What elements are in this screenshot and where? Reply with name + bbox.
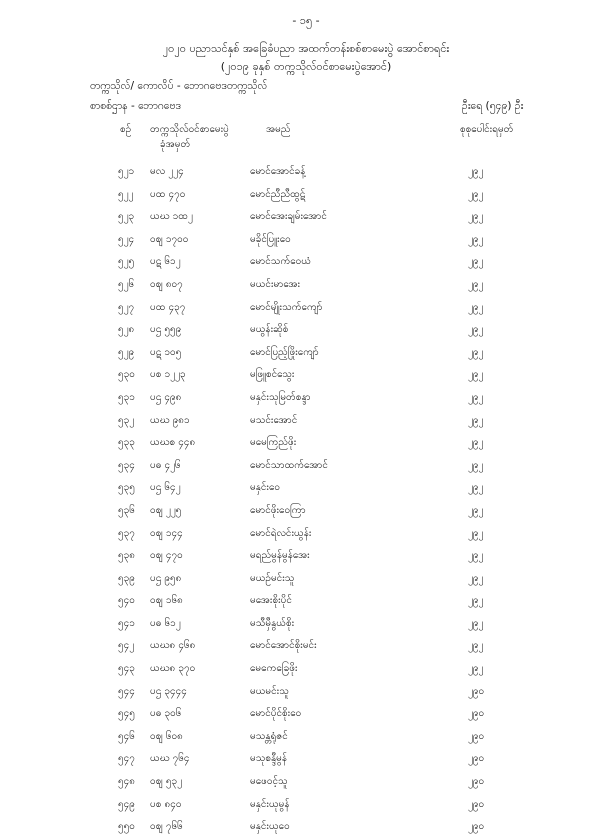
row-number: ၅၃၂ (118, 414, 135, 426)
row-score: ၂၉၂ (468, 527, 484, 539)
row-number: ၅၃၀ (118, 369, 135, 381)
row-score: ၂၉၂ (468, 256, 484, 268)
row-number: ၅၂၃ (118, 211, 135, 223)
table-row (0, 815, 612, 838)
row-roll-number: ဝဈ ၁၇၀၀ (150, 233, 189, 245)
row-name: မရည်မွန်မွန်အေး (250, 550, 310, 562)
row-roll-number: ဝဈ ၁၄၄ (150, 527, 183, 539)
row-name: မယဉ်မင်းသူ (250, 572, 295, 584)
row-number: ၅၂၁ (118, 166, 135, 177)
table-row (0, 296, 612, 319)
row-name: မယင်းမာအေး (250, 278, 301, 290)
row-name: မောင်ရဲလင်းယွန်း (250, 527, 312, 539)
row-roll-number: ဝဈ ၁၆၈ (150, 595, 183, 607)
row-name: မောင်ဖိုးဝေကြာ (250, 504, 306, 516)
row-roll-number: ဝဈ ၅၃၂ (150, 776, 182, 788)
row-roll-number: ဝဈ ၆၀၈ (150, 730, 183, 742)
row-roll-number: ပစ ၈၄၀ (150, 798, 182, 810)
row-name: မောင်မျိုးသက်ကျော် (250, 301, 323, 313)
table-row (0, 589, 612, 612)
row-number: ၅၄၂ (118, 640, 135, 652)
row-score: ၂၉၂ (468, 550, 484, 562)
row-score: ၂၉၂ (468, 595, 484, 607)
table-row (0, 747, 612, 770)
row-number: ၅၅၀ (118, 821, 135, 833)
row-name: မေကေခြေဖိုး (250, 663, 298, 675)
row-score: ၂၉၀ (468, 685, 485, 697)
row-roll-number: ယဃ၈ ၃၇၀ (150, 663, 196, 675)
row-name: မခိုင်ပြူးဝေ (250, 233, 291, 245)
row-roll-number: ပဌ ၄၉၈ (150, 391, 182, 403)
document-subtitle: (၂၀၁၉ ခုနှစ် တက္ကသိုလ်ဝင်စာမေးပွဲအောင်) (220, 60, 392, 73)
row-score: ၂၉၀ (468, 776, 485, 788)
row-roll-number: ဝဈ ၄၇၀ (150, 550, 183, 562)
table-row (0, 634, 612, 657)
table-row (0, 431, 612, 454)
row-score: ၂၉၂ (468, 301, 484, 313)
row-roll-number: ပစ ၁၂၂၃ (150, 369, 186, 381)
header-name: အမည် (266, 124, 291, 135)
row-score: ၂၉၂ (468, 459, 484, 471)
row-roll-number: ပဓ ၄၂၆ (150, 459, 181, 471)
row-score: ၂၉၂ (468, 617, 484, 629)
table-row (0, 183, 612, 206)
table-row (0, 273, 612, 296)
row-roll-number: ပဓ ၆၁၂ (150, 617, 181, 629)
table-row (0, 318, 612, 341)
row-score: ၂၉၀ (468, 708, 485, 720)
table-row (0, 522, 612, 545)
row-number: ၅၃၃ (118, 437, 135, 449)
row-number: ၅၄၀ (118, 595, 135, 607)
table-row (0, 702, 612, 725)
table-row (0, 386, 612, 409)
row-number: ၅၂၄ (118, 233, 135, 245)
row-name: မသီမှီနွယ်စိုး (250, 617, 295, 629)
row-score: ၂၉၂ (468, 188, 484, 200)
row-roll-number: ဝဈ ၂၂၅ (150, 504, 182, 516)
table-row (0, 205, 612, 228)
row-number: ၅၂၇ (118, 301, 135, 313)
total-count-label: ဦးရေ (၅၄၉) ဦး (462, 100, 524, 112)
row-roll-number: ယဃ ၁ထ၂ (150, 211, 193, 223)
row-number: ၅၂၂ (118, 188, 134, 200)
table-row (0, 409, 612, 432)
table-row (0, 544, 612, 567)
table-row (0, 770, 612, 793)
row-number: ၅၃၆ (118, 504, 135, 516)
row-name: မနှင်းယုဝေ (250, 821, 290, 833)
row-name: မယွန်းဆိုစ် (250, 324, 289, 336)
row-roll-number: ဝဈ ၇၆၆ (150, 821, 183, 833)
row-number: ၅၄၇ (118, 753, 135, 765)
row-number: ၅၄၉ (118, 798, 135, 810)
row-number: ၅၄၄ (118, 685, 135, 697)
row-number: ၅၄၅ (118, 708, 135, 720)
row-name: မောင်သာထက်အောင် (250, 459, 328, 471)
row-score: ၂၉၂ (468, 211, 484, 223)
page-number: - ၁၅ - (292, 14, 320, 27)
row-number: ၅၂၈ (118, 324, 135, 336)
table-row (0, 476, 612, 499)
row-score: ၂၉၂ (468, 233, 484, 245)
row-name: မောင်အောင်ခန့် (250, 166, 306, 177)
row-name: မယမင်းသူ (250, 685, 289, 697)
table-row (0, 793, 612, 816)
row-name: မောင်အောင်စိုးမင်း (250, 640, 317, 652)
row-number: ၅၃၅ (118, 482, 135, 494)
table-row (0, 680, 612, 703)
row-number: ၅၃၄ (118, 459, 135, 471)
row-roll-number: ပထ ၄၃၇ (150, 301, 186, 313)
row-name: မဖြူစင်သွေး (250, 369, 295, 381)
row-number: ၅၂၅ (118, 256, 135, 268)
row-number: ၅၄၈ (118, 776, 135, 788)
row-roll-number: ယဃစ ၄၄၈ (150, 437, 196, 449)
row-roll-number: မလ ၂၂၄ (150, 166, 184, 177)
row-roll-number: ပဋ ၁၀၅ (150, 346, 182, 358)
row-score: ၂၉၂ (468, 278, 484, 290)
row-roll-number: ပဌ ၃၄၄၄ (150, 685, 187, 697)
row-number: ၅၃၈ (118, 550, 135, 562)
row-name: မောင်ပိုင်စိုးဝေ (250, 708, 302, 720)
row-name: မနှင်းယုမွန် (250, 798, 290, 810)
row-number: ၅၄၆ (118, 730, 135, 742)
row-name: မအေးစိုးပိုင် (250, 595, 292, 607)
row-name: မောင်ပြည့်ဖြိုးကျော် (250, 346, 319, 358)
header-roll-number: တက္ကသိုလ်ဝင်စာမေးပွဲ (150, 124, 229, 135)
row-roll-number: ယဃ ၇၆၄ (150, 753, 190, 765)
row-score: ၂၉၂ (468, 324, 484, 336)
row-name: မဖေဝင့်သူ (250, 776, 288, 788)
row-name: မနှင်းဝေ (250, 482, 281, 494)
table-row (0, 567, 612, 590)
header-total-score: စုစုပေါင်းရမှတ် (460, 124, 514, 135)
row-name: မောင်သက်ဝေယံ (250, 256, 312, 268)
row-score: ၂၉၀ (468, 753, 485, 765)
row-number: ၅၄၁ (118, 617, 135, 629)
row-number: ၅၂၉ (118, 346, 135, 358)
row-name: မောင်အေးချမ်းအောင် (250, 211, 327, 223)
row-name: မသုစန္ဒီမွန် (250, 753, 288, 765)
table-row (0, 160, 612, 183)
row-score: ၂၉၂ (468, 369, 484, 381)
row-number: ၅၃၁ (118, 391, 135, 403)
row-score: ၂၉၂ (468, 391, 484, 403)
row-roll-number: ပဓ ၃၀၆ (150, 708, 182, 720)
table-row (0, 657, 612, 680)
row-score: ၂၉၂ (468, 346, 484, 358)
row-name: မမေကြည်ဖိုး (250, 437, 297, 449)
row-score: ၂၉၀ (468, 798, 485, 810)
row-score: ၂၉၂ (468, 437, 484, 449)
row-name: မနှင်းသုမြတ်စန္ဒာ (250, 391, 311, 403)
row-number: ၅၂၆ (118, 278, 135, 290)
row-name: မောင်ညီညီထွဋ် (250, 188, 306, 200)
university-label: တက္ကသိုလ်/ ကောလိပ် - ဘောဂဗေဒတက္ကသိုလ် (90, 80, 268, 92)
row-score: ၂၉၂ (468, 414, 484, 426)
row-roll-number: ပထ ၄၇၀ (150, 188, 186, 200)
table-row (0, 250, 612, 273)
row-roll-number: ယဃ၈ ၄၆၈ (150, 640, 196, 652)
table-row (0, 228, 612, 251)
row-score: ၂၉၂ (468, 640, 484, 652)
row-score: ၂၉၀ (468, 821, 485, 833)
table-row (0, 363, 612, 386)
results-table (0, 160, 612, 838)
header-roll-number-line2: ခုံအမှတ် (160, 139, 191, 150)
row-roll-number: ဝဈ ၈၀၇ (150, 278, 183, 290)
row-roll-number: ယဃ ၉၈၁ (150, 414, 190, 426)
row-number: ၅၃၇ (118, 527, 135, 539)
row-score: ၂၉၂ (468, 572, 484, 584)
document-title: ၂၀၂၀ ပညာသင်နှစ် အခြေခံပညာ အထက်တန်းစစ်စာမေးပွဲ အောင်စာရင်း (162, 42, 450, 55)
table-row (0, 341, 612, 364)
table-row (0, 499, 612, 522)
row-roll-number: ပဌ ၆၄၂ (150, 482, 181, 494)
row-name: မသန္တရုံဇင် (250, 730, 288, 742)
header-number: စဉ် (120, 124, 132, 135)
row-score: ၂၉၂ (468, 166, 484, 177)
row-score: ၂၉၀ (468, 730, 485, 742)
table-row (0, 454, 612, 477)
row-score: ၂၉၂ (468, 482, 484, 494)
table-row (0, 612, 612, 635)
table-row (0, 725, 612, 748)
row-roll-number: ပဋ ၆၁၂ (150, 256, 181, 268)
row-score: ၂၉၂ (468, 663, 484, 675)
row-number: ၅၃၉ (118, 572, 135, 584)
row-score: ၂၉၂ (468, 504, 484, 516)
row-roll-number: ပဌ ၅၅၉ (150, 324, 182, 336)
row-roll-number: ပဌ ၉၅၈ (150, 572, 182, 584)
row-number: ၅၄၃ (118, 663, 135, 675)
exam-station-label: စာစစ်ဌာန - ဘောဂဗေဒ (90, 100, 181, 112)
row-name: မသင်းအောင် (250, 414, 298, 426)
